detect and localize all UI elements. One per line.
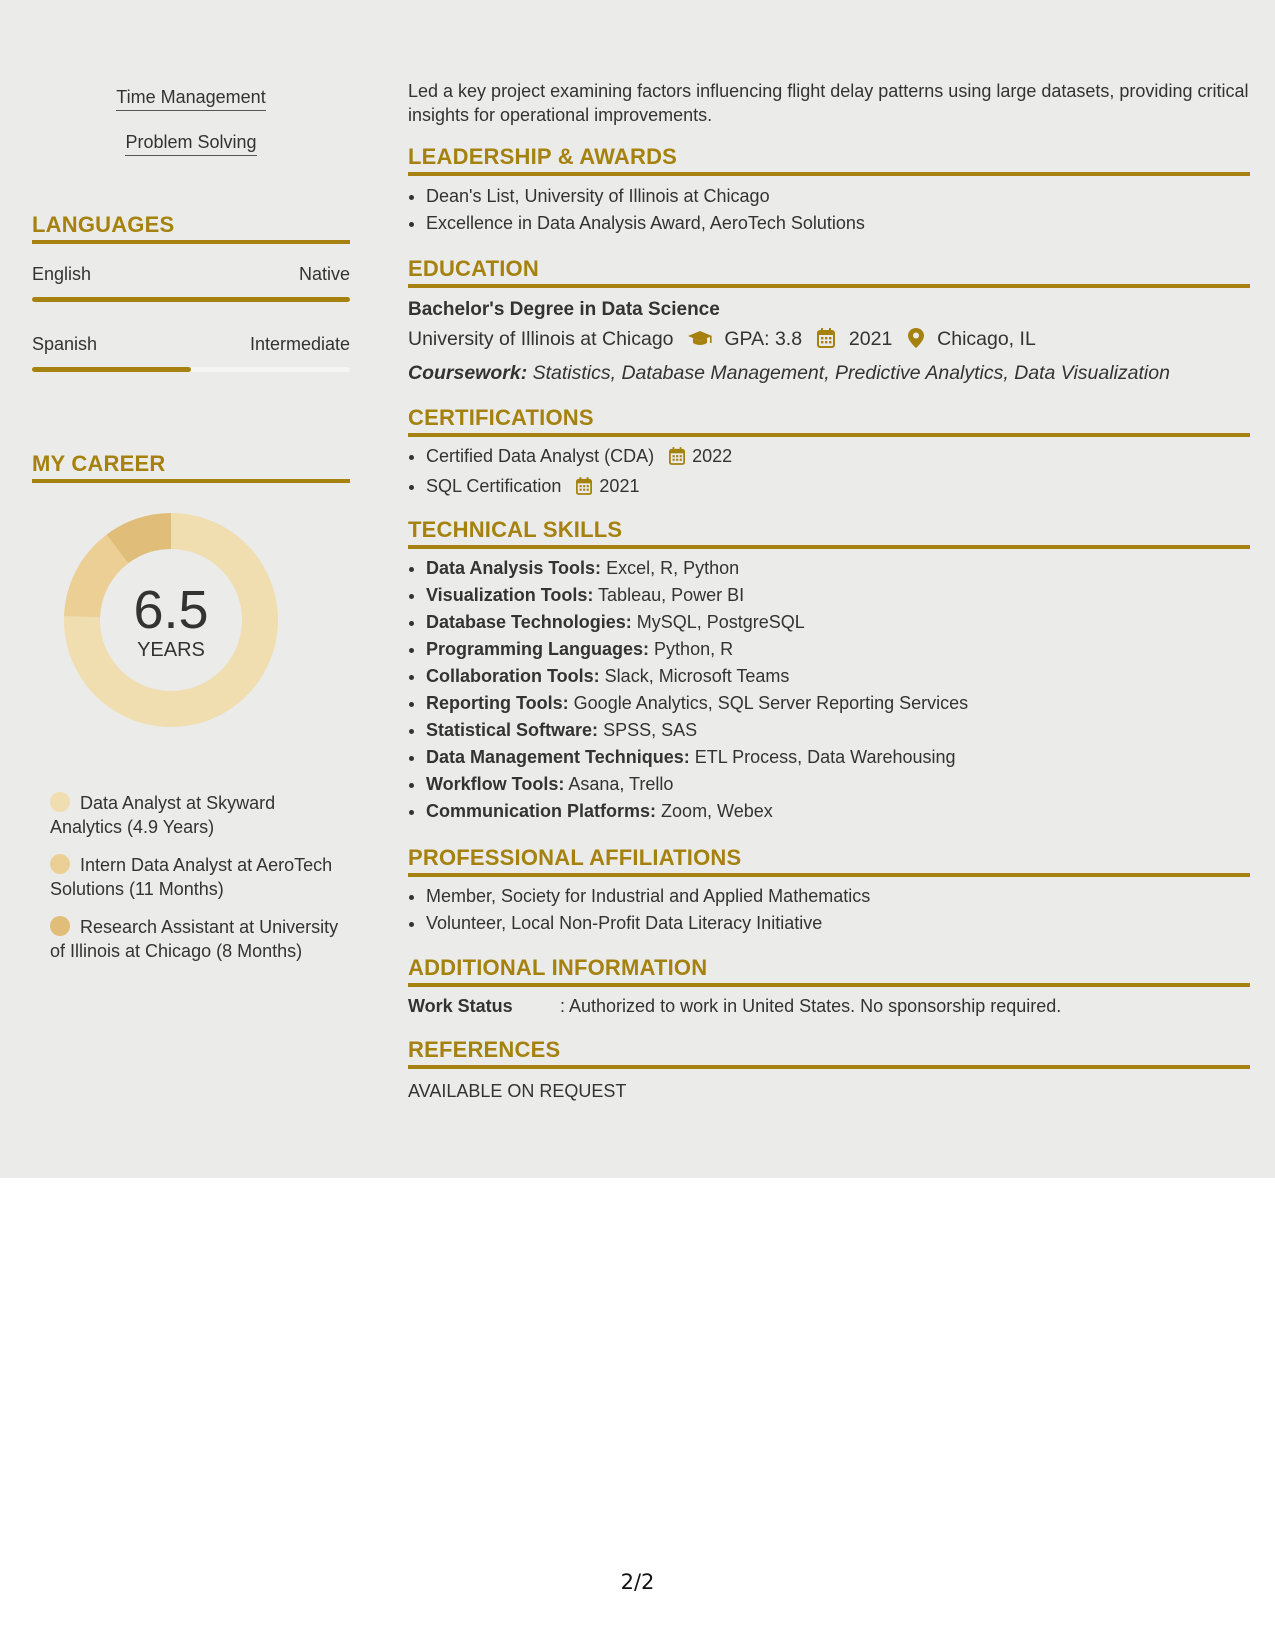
skill-values: Tableau, Power BI <box>598 585 745 605</box>
legend-label: Intern Data Analyst at AeroTech Solutions (11 Months) <box>50 855 333 899</box>
languages-section <box>32 212 350 372</box>
legend-dot <box>50 792 70 812</box>
skill-values: Excel, R, Python <box>606 558 740 578</box>
list-item <box>426 473 1250 503</box>
language-level: Intermediate <box>249 334 350 354</box>
coursework <box>408 358 1250 388</box>
skill-category: Data Management Techniques: <box>426 747 690 767</box>
affiliations-section <box>408 845 1250 937</box>
career-legend-item <box>50 853 340 901</box>
leadership-section <box>408 144 1250 237</box>
career-heading: MY CAREER <box>32 451 350 483</box>
references-text: AVAILABLE ON REQUEST <box>408 1081 627 1101</box>
language-level: Native <box>298 264 350 284</box>
education-details <box>408 323 1250 358</box>
calendar-icon <box>576 476 592 503</box>
skill-item: Time Management <box>116 87 265 111</box>
work-status-value: : Authorized to work in United States. No sponsorship required. <box>560 996 1062 1016</box>
skill-item: Problem Solving <box>125 132 256 156</box>
language-item <box>32 264 350 302</box>
legend-label: Data Analyst at Skyward Analytics (4.9 Years) <box>50 793 276 837</box>
skill-category: Database Technologies: <box>426 612 632 632</box>
certifications-section <box>408 405 1250 503</box>
skill-values: Google Analytics, SQL Server Reporting Services <box>573 693 969 713</box>
skill-values: SPSS, SAS <box>603 720 698 740</box>
soft-skills <box>32 87 350 156</box>
career-legend-item <box>50 915 340 963</box>
cert-year: 2022 <box>692 446 733 466</box>
references-section <box>408 1037 1250 1103</box>
skill-values: ETL Process, Data Warehousing <box>694 747 956 767</box>
technical-skills-list <box>408 555 1250 825</box>
map-pin-icon <box>908 326 924 358</box>
additional-info-heading: ADDITIONAL INFORMATION <box>408 955 1250 987</box>
legend-label: Research Assistant at University of Illinois at Chicago (8 Months) <box>50 917 339 961</box>
affiliations-heading: PROFESSIONAL AFFILIATIONS <box>408 845 1250 877</box>
list-item: • Volunteer, Local Non-Profit Data Literacy Initiative <box>426 910 1250 937</box>
skill-list-item <box>426 690 1250 717</box>
list-item <box>426 443 1250 473</box>
skill-list-item <box>426 663 1250 690</box>
skill-category: Workflow Tools: <box>426 774 565 794</box>
skill-values: Python, R <box>654 639 734 659</box>
project-description: Led a key project examining factors influencing flight delay patterns using large datasets, providing critical insights for operational improvements. <box>408 81 1249 125</box>
references-heading: REFERENCES <box>408 1037 1250 1069</box>
skill-list-item <box>426 582 1250 609</box>
skill-values: Asana, Trello <box>568 774 674 794</box>
degree-title: Bachelor's Degree in Data Science <box>408 299 720 320</box>
education-section <box>408 256 1250 388</box>
skill-list-item <box>426 636 1250 663</box>
career-legend-item <box>50 791 340 839</box>
language-bar <box>32 297 350 302</box>
language-name: English <box>32 264 92 284</box>
skill-category: Programming Languages: <box>426 639 650 659</box>
languages-heading: LANGUAGES <box>32 212 350 244</box>
skill-list-item <box>426 798 1250 825</box>
language-bar-fill <box>32 367 191 372</box>
skill-category: Reporting Tools: <box>426 693 569 713</box>
certifications-heading: CERTIFICATIONS <box>408 405 1250 437</box>
language-item <box>32 334 350 372</box>
list-item: • Member, Society for Industrial and Applied Mathematics <box>426 883 1250 910</box>
calendar-icon <box>817 326 835 358</box>
gpa-text: GPA: 3.8 <box>724 328 803 350</box>
graduation-year: 2021 <box>848 328 893 350</box>
skill-list-item <box>426 717 1250 744</box>
education-heading: EDUCATION <box>408 256 1250 288</box>
skill-category: Statistical Software: <box>426 720 599 740</box>
list-item: • Dean's List, University of Illinois at Chicago <box>426 183 1250 210</box>
career-section <box>32 451 350 991</box>
career-donut-chart <box>32 509 350 749</box>
school-location: Chicago, IL <box>937 328 1036 350</box>
page-number: 2/2 <box>620 1570 655 1594</box>
list-item: • Excellence in Data Analysis Award, AeroTech Solutions <box>426 210 1250 237</box>
legend-dot <box>50 916 70 936</box>
leadership-list <box>408 183 1250 237</box>
cert-name: Certified Data Analyst (CDA) <box>426 446 655 466</box>
skill-values: Zoom, Webex <box>661 801 773 821</box>
affiliations-list <box>408 883 1250 937</box>
skill-category: Data Analysis Tools: <box>426 558 602 578</box>
skill-list-item <box>426 609 1250 636</box>
work-status-row <box>408 993 1250 1020</box>
graduation-cap-icon <box>687 326 713 358</box>
certifications-list <box>408 443 1250 503</box>
school-name: University of Illinois at Chicago <box>408 328 674 350</box>
cert-name: SQL Certification <box>426 476 562 496</box>
coursework-list: Statistics, Database Management, Predictive Analytics, Data Visualization <box>532 362 1170 384</box>
skill-category: Collaboration Tools: <box>426 666 600 686</box>
career-unit: YEARS <box>137 639 205 661</box>
skill-list-item <box>426 555 1250 582</box>
skill-category: Visualization Tools: <box>426 585 594 605</box>
leadership-heading: LEADERSHIP & AWARDS <box>408 144 1250 176</box>
calendar-icon <box>669 446 685 473</box>
skill-list-item <box>426 744 1250 771</box>
skill-values: Slack, Microsoft Teams <box>604 666 790 686</box>
work-status-label: Work Status <box>408 996 513 1016</box>
skill-list-item <box>426 771 1250 798</box>
skill-values: MySQL, PostgreSQL <box>636 612 805 632</box>
language-bar <box>32 367 350 372</box>
technical-skills-heading: TECHNICAL SKILLS <box>408 517 1250 549</box>
technical-skills-section <box>408 517 1250 825</box>
language-name: Spanish <box>32 334 98 354</box>
career-total: 6.5 <box>133 580 209 640</box>
skill-category: Communication Platforms: <box>426 801 657 821</box>
language-bar-fill <box>32 297 350 302</box>
additional-info-section <box>408 955 1250 1020</box>
coursework-label: Coursework: <box>408 362 528 384</box>
cert-year: 2021 <box>599 476 640 496</box>
legend-dot <box>50 854 70 874</box>
